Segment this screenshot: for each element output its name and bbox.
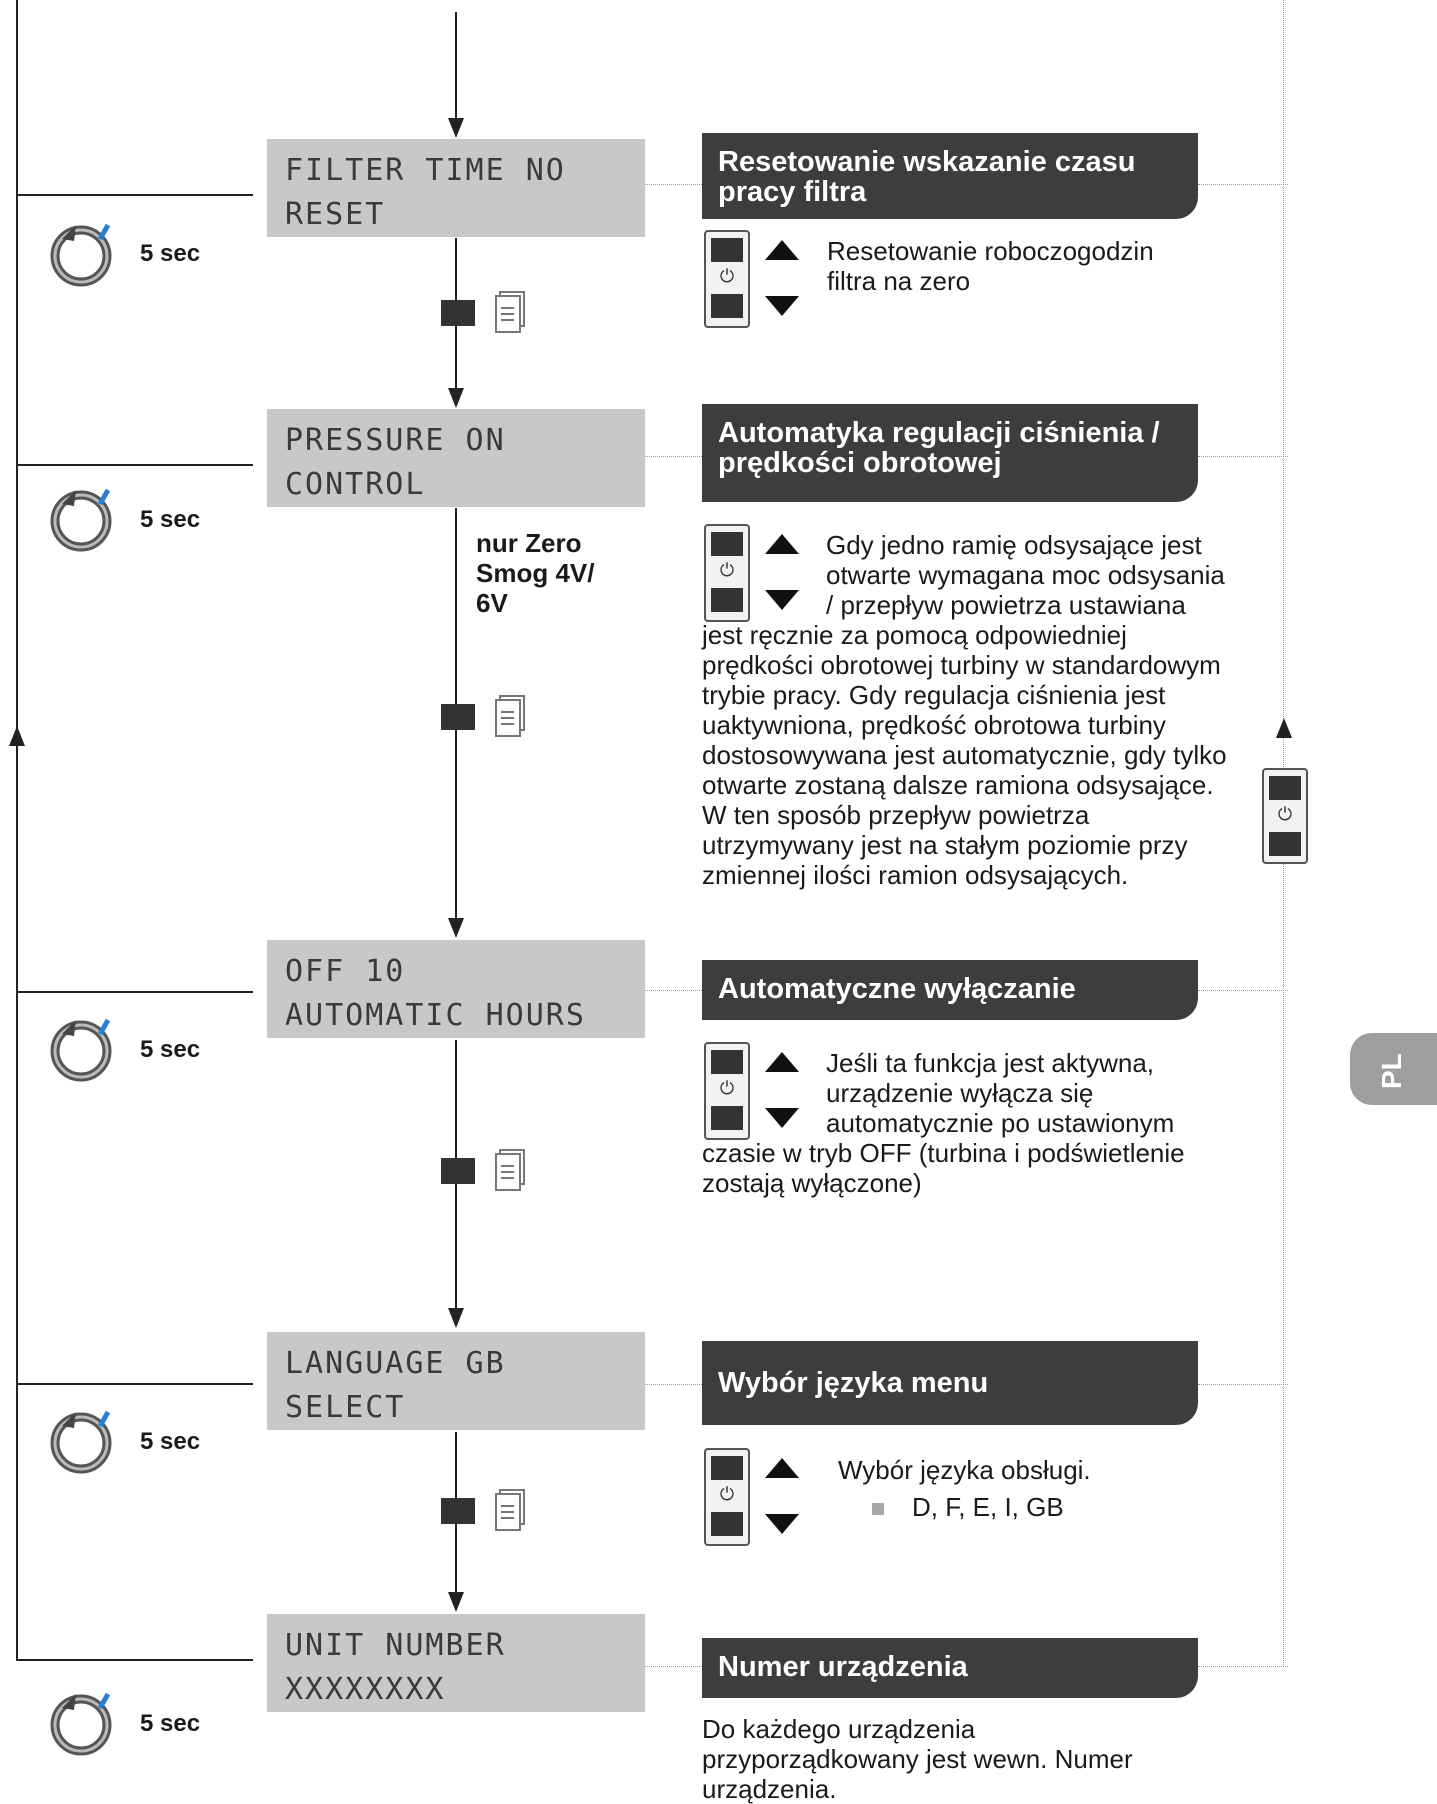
keypad-icon — [1262, 768, 1308, 864]
rotate-timer-icon — [48, 1406, 118, 1476]
up-arrow-icon — [765, 240, 799, 260]
dotted-connector — [645, 456, 702, 457]
lcd-line: CONTROL — [285, 467, 426, 502]
timer-label: 5 sec — [140, 1036, 201, 1063]
dotted-connector — [1198, 1384, 1288, 1385]
language-tab — [1350, 1033, 1437, 1105]
section-description: Do każdego urządzenia przyporządkowany jest wewn. Numer urządzenia. — [702, 1714, 1133, 1804]
rotate-timer-icon — [48, 1014, 118, 1084]
language-options — [872, 1492, 1212, 1522]
flow-line — [455, 12, 457, 122]
timer-label: 5 sec — [140, 240, 201, 267]
language-options-text: D, F, E, I, GB — [912, 1492, 1064, 1522]
lcd-display — [267, 1332, 645, 1430]
up-arrow-icon — [765, 1458, 799, 1478]
flow-arrow — [448, 388, 464, 408]
model-note: nur Zero Smog 4V/ 6V — [476, 528, 595, 618]
section-heading: Wybór języka menu — [702, 1341, 1198, 1425]
power-icon: ⏻ — [719, 1078, 735, 1099]
lcd-line: FILTER TIME NO — [285, 153, 566, 188]
dotted-connector — [1198, 184, 1288, 185]
document-icon — [492, 1488, 528, 1536]
dotted-connector — [1198, 990, 1288, 991]
down-arrow-icon — [765, 296, 799, 316]
return-loop-arrow — [9, 726, 25, 746]
step-connector — [16, 194, 253, 196]
confirm-button-icon — [441, 300, 475, 326]
keypad-icon — [704, 230, 750, 328]
step-connector — [16, 1383, 253, 1385]
rotate-timer-icon — [48, 219, 118, 289]
lcd-display — [267, 940, 645, 1038]
lcd-line: XXXXXXXX — [285, 1672, 446, 1707]
language-tab-label: PL — [1376, 1053, 1407, 1089]
dotted-connector — [645, 184, 702, 185]
section-description-text: Jeśli ta funkcja jest aktywna, urządzenie wyłącza się automatycznie po ustawionym czasie w tryb OFF (turbina i podświetlenie zostają wyłączone) — [702, 1048, 1185, 1198]
lcd-line: RESET — [285, 197, 386, 232]
section-heading: Resetowanie wskazanie czasu pracy filtra — [702, 133, 1198, 219]
dotted-connector — [645, 1666, 702, 1667]
section-description: Resetowanie roboczogodzin filtra na zero — [827, 236, 1154, 296]
document-icon — [492, 290, 528, 338]
section-heading: Automatyka regulacji ciśnienia / prędkości obrotowej — [702, 404, 1198, 502]
dotted-connector — [645, 990, 702, 991]
lcd-display — [267, 139, 645, 237]
section-description — [702, 530, 1227, 890]
confirm-button-icon — [441, 1158, 475, 1184]
section-heading: Numer urządzenia — [702, 1638, 1198, 1698]
dotted-connector — [1198, 456, 1288, 457]
flow-arrow — [448, 1308, 464, 1328]
power-icon: ⏻ — [1277, 804, 1293, 825]
confirm-button-icon — [441, 1498, 475, 1524]
section-description — [702, 1048, 1227, 1198]
lcd-line: LANGUAGE GB — [285, 1346, 506, 1381]
step-connector — [16, 991, 253, 993]
confirm-button-icon — [441, 704, 475, 730]
lcd-line: PRESSURE ON — [285, 423, 506, 458]
lcd-line: OFF 10 — [285, 954, 406, 989]
power-icon: ⏻ — [719, 266, 735, 287]
bullet-icon — [872, 1503, 884, 1515]
down-arrow-icon — [765, 1514, 799, 1534]
section-description: Wybór języka obsługi. — [838, 1455, 1091, 1485]
document-icon — [492, 1148, 528, 1196]
power-icon: ⏻ — [719, 560, 735, 581]
section-description-text: Gdy jedno ramię odsysające jest otwarte wymagana moc odsysania / przepływ powietrza ustawiana jest ręcznie za pomocą odpowiedniej prędkości obrotowej turbiny w standardowym trybie pracy. Gdy regulacja ciśnienia jest uaktywniona, prędkość obrotowa turbiny dostosowywana jest automatycznie, gdy tylko otwarte zostaną dalsze ramiona odsysające. W ten sposób przepływ powietrza utrzymywany jest na stałym poziomie przy zmiennej ilości ramion odsysających. — [702, 530, 1227, 890]
timer-label: 5 sec — [140, 1428, 201, 1455]
flow-arrow — [448, 1592, 464, 1612]
return-loop-line — [16, 0, 18, 1660]
document-icon — [492, 694, 528, 742]
timer-label: 5 sec — [140, 506, 201, 533]
right-return-arrow — [1276, 718, 1292, 738]
power-icon: ⏻ — [719, 1484, 735, 1505]
dotted-connector — [1198, 1666, 1288, 1667]
dotted-connector — [645, 1384, 702, 1385]
rotate-timer-icon — [48, 484, 118, 554]
flow-arrow — [448, 918, 464, 938]
section-heading: Automatyczne wyłączanie — [702, 960, 1198, 1020]
timer-label: 5 sec — [140, 1710, 201, 1737]
lcd-display — [267, 409, 645, 507]
keypad-icon — [704, 1448, 750, 1546]
lcd-line: AUTOMATIC HOURS — [285, 998, 586, 1033]
step-connector — [16, 1659, 253, 1661]
lcd-line: SELECT — [285, 1390, 406, 1425]
rotate-timer-icon — [48, 1688, 118, 1758]
flow-arrow — [448, 118, 464, 138]
lcd-display — [267, 1614, 645, 1712]
step-connector — [16, 464, 253, 466]
lcd-line: UNIT NUMBER — [285, 1628, 506, 1663]
